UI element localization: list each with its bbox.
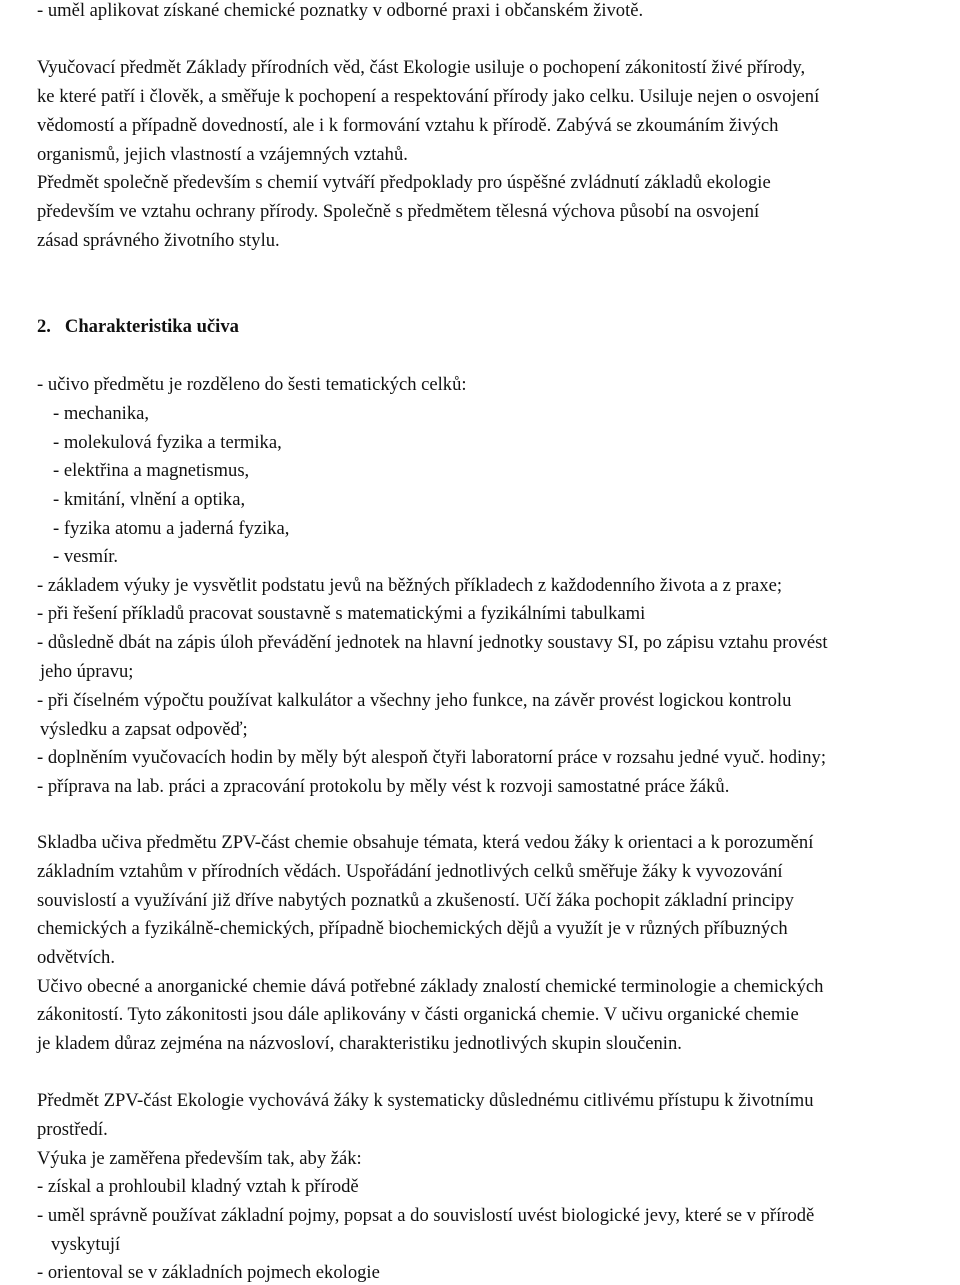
text-line: souvislostí a využívání již dříve nabytých poznatků a zkušeností. Učí žáka pochopit základní principy xyxy=(37,890,794,911)
text-line: vědomostí a případně dovedností, ale i k formování vztahu k přírodě. Zabývá se zkoumáním živých xyxy=(37,115,779,136)
list-item: - mechanika, xyxy=(53,403,150,424)
text-line: základním vztahům v přírodních vědách. Uspořádání jednotlivých celků směřuje žáky k vyvozování xyxy=(37,861,783,882)
intro-tail-line: - uměl aplikovat získané chemické poznatky v odborné praxi i občanském životě. xyxy=(37,0,644,21)
list-item: - doplněním vyučovacích hodin by měly být alespoň čtyři laboratorní práce v rozsahu jedné vyuč. hodiny; xyxy=(37,747,826,768)
list-item-continuation: jeho úpravu; xyxy=(40,661,134,682)
text-line: Skladba učiva předmětu ZPV-část chemie obsahuje témata, která vedou žáky k orientaci a k porozumění xyxy=(37,832,814,853)
list-item: - důsledně dbát na zápis úloh převádění jednotek na hlavní jednotky soustavy SI, po zápisu vztahu provést xyxy=(37,632,828,653)
list-item: - příprava na lab. práci a zpracování protokolu by měly vést k rozvoji samostatné práce žáků. xyxy=(37,776,730,797)
text-line: především ve vztahu ochrany přírody. Společně s předmětem tělesná výchova působí na osvojení xyxy=(37,201,760,222)
list-item: - molekulová fyzika a termika, xyxy=(53,432,282,453)
text-line: Učivo obecné a anorganické chemie dává potřebné základy znalostí chemické terminologie a chemických xyxy=(37,976,824,997)
text-line: zákonitostí. Tyto zákonitosti jsou dále aplikovány v části organická chemie. V učivu organické chemie xyxy=(37,1004,799,1025)
text-line: prostředí. xyxy=(37,1119,108,1140)
section-heading: 2. Charakteristika učiva xyxy=(37,316,239,337)
list-item-continuation: výsledku a zapsat odpověď; xyxy=(40,719,248,740)
text-line: zásad správného životního stylu. xyxy=(37,230,280,251)
list-item: - elektřina a magnetismus, xyxy=(53,460,250,481)
list-item: - základem výuky je vysvětlit podstatu jevů na běžných příkladech z každodenního života a z praxe; xyxy=(37,575,783,596)
list-item: - orientoval se v základních pojmech ekologie xyxy=(37,1262,380,1283)
text-line: organismů, jejich vlastností a vzájemných vztahů. xyxy=(37,144,408,165)
text-line: Předmět společně především s chemií vytváří předpoklady pro úspěšné zvládnutí základů ekologie xyxy=(37,172,771,193)
content-intro: - učivo předmětu je rozděleno do šesti tematických celků: xyxy=(37,374,467,395)
text-line: je kladem důraz zejména na názvosloví, charakteristiku jednotlivých skupin sloučenin. xyxy=(37,1033,682,1054)
list-item-continuation: vyskytují xyxy=(51,1234,121,1255)
list-item: - vesmír. xyxy=(53,546,119,567)
text-line: odvětvích. xyxy=(37,947,115,968)
list-item: - uměl správně používat základní pojmy, popsat a do souvislostí uvést biologické jevy, které se v přírodě xyxy=(37,1205,815,1226)
text-line: chemických a fyzikálně-chemických, případně biochemických dějů a využít je v různých příbuzných xyxy=(37,918,788,939)
list-item: - získal a prohloubil kladný vztah k přírodě xyxy=(37,1176,359,1197)
text-line: Vyučovací předmět Základy přírodních věd, část Ekologie usiluje o pochopení zákonitostí živé přírody, xyxy=(37,57,806,78)
text-line: ke které patří i člověk, a směřuje k pochopení a respektování přírody jako celku. Usiluje nejen o osvojení xyxy=(37,86,820,107)
list-item: - kmitání, vlnění a optika, xyxy=(53,489,246,510)
text-line: Výuka je zaměřena především tak, aby žák: xyxy=(37,1148,362,1169)
text-line: Předmět ZPV-část Ekologie vychovává žáky k systematicky důslednému citlivému přístupu k životnímu xyxy=(37,1090,814,1111)
list-item: - při řešení příkladů pracovat soustavně s matematickými a fyzikálními tabulkami xyxy=(37,603,646,624)
list-item: - fyzika atomu a jaderná fyzika, xyxy=(53,518,290,539)
list-item: - při číselném výpočtu používat kalkulátor a všechny jeho funkce, na závěr provést logickou kontrolu xyxy=(37,690,792,711)
